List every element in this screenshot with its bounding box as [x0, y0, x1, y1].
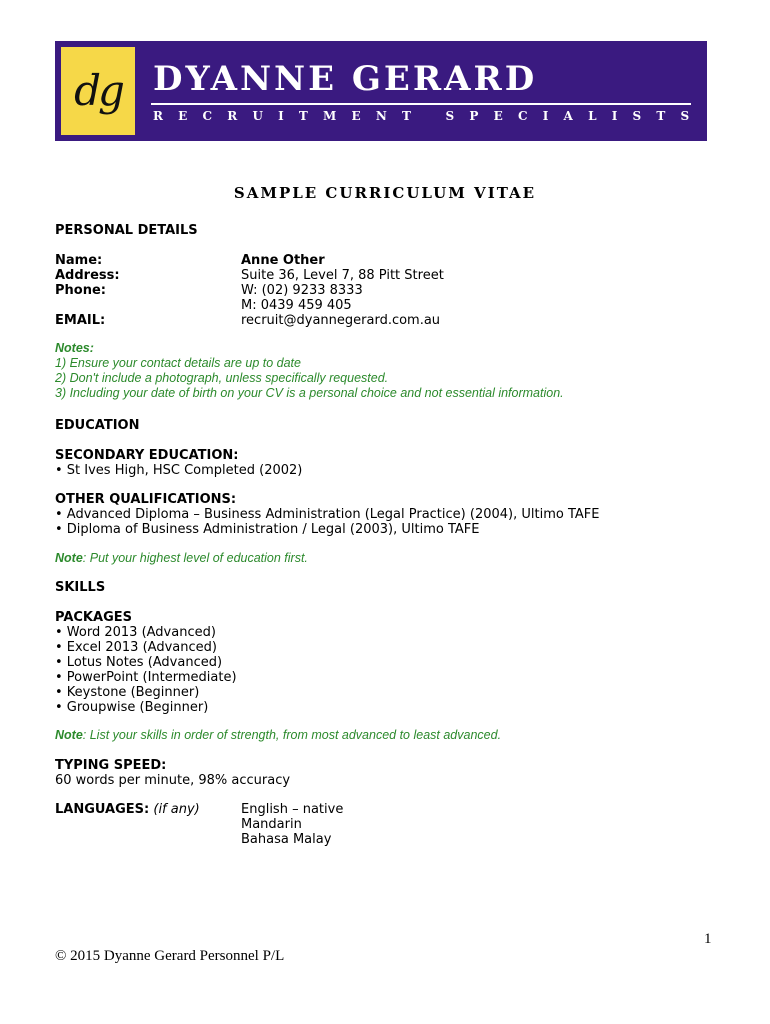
list-item: • Groupwise (Beginner) [55, 700, 209, 715]
logo [61, 47, 135, 135]
label-address: Address: [55, 268, 120, 283]
label-email: EMAIL: [55, 313, 106, 328]
subheading-packages: PACKAGES [55, 610, 132, 625]
note-item: 2) Don't include a photograph, unless specifically requested. [55, 371, 389, 385]
brand-divider [151, 103, 691, 105]
education-note: Note: Put your highest level of education first. [55, 551, 308, 565]
list-item: • Keystone (Beginner) [55, 685, 200, 700]
value-name: Anne Other [241, 253, 325, 268]
list-item: • Diploma of Business Administration / Legal (2003), Ultimo TAFE [55, 522, 480, 537]
note-item: 1) Ensure your contact details are up to date [55, 356, 301, 370]
subheading-other-qualifications: OTHER QUALIFICATIONS: [55, 492, 237, 507]
label-phone: Phone: [55, 283, 106, 298]
language-item: Mandarin [241, 817, 302, 832]
label-name: Name: [55, 253, 103, 268]
subheading-secondary: SECONDARY EDUCATION: [55, 448, 239, 463]
value-address: Suite 36, Level 7, 88 Pitt Street [241, 268, 444, 283]
section-heading-skills: SKILLS [55, 580, 106, 595]
logo-monogram: dg [74, 66, 122, 115]
section-heading-personal: PERSONAL DETAILS [55, 223, 198, 238]
list-item: • St Ives High, HSC Completed (2002) [55, 463, 303, 478]
typing-speed-value: 60 words per minute, 98% accuracy [55, 773, 291, 788]
list-item: • PowerPoint (Intermediate) [55, 670, 237, 685]
list-item: • Advanced Diploma – Business Administration (Legal Practice) (2004), Ultimo TAFE [55, 507, 600, 522]
footer-copyright: © 2015 Dyanne Gerard Personnel P/L [55, 948, 285, 964]
language-item: English – native [241, 802, 344, 817]
notes-heading: Notes: [55, 341, 94, 355]
value-phone-work: W: (02) 9233 8333 [241, 283, 363, 298]
brand-tagline: RECRUITMENT SPECIALISTS [153, 109, 705, 123]
subheading-languages: LANGUAGES: (if any) [55, 802, 200, 817]
brand-name: DYANNE GERARD [153, 59, 538, 99]
list-item: • Word 2013 (Advanced) [55, 625, 216, 640]
value-phone-mobile: M: 0439 459 405 [241, 298, 352, 313]
value-email: recruit@dyannegerard.com.au [241, 313, 441, 328]
note-item: 3) Including your date of birth on your CV is a personal choice and not essential information. [55, 386, 564, 400]
document-title: SAMPLE CURRICULUM VITAE [233, 184, 537, 202]
skills-note: Note: List your skills in order of strength, from most advanced to least advanced. [55, 728, 502, 742]
list-item: • Lotus Notes (Advanced) [55, 655, 223, 670]
list-item: • Excel 2013 (Advanced) [55, 640, 217, 655]
section-heading-education: EDUCATION [55, 418, 140, 433]
language-item: Bahasa Malay [241, 832, 332, 847]
page-number: 1 [704, 931, 712, 947]
subheading-typing-speed: TYPING SPEED: [55, 758, 167, 773]
header-banner [55, 41, 707, 141]
